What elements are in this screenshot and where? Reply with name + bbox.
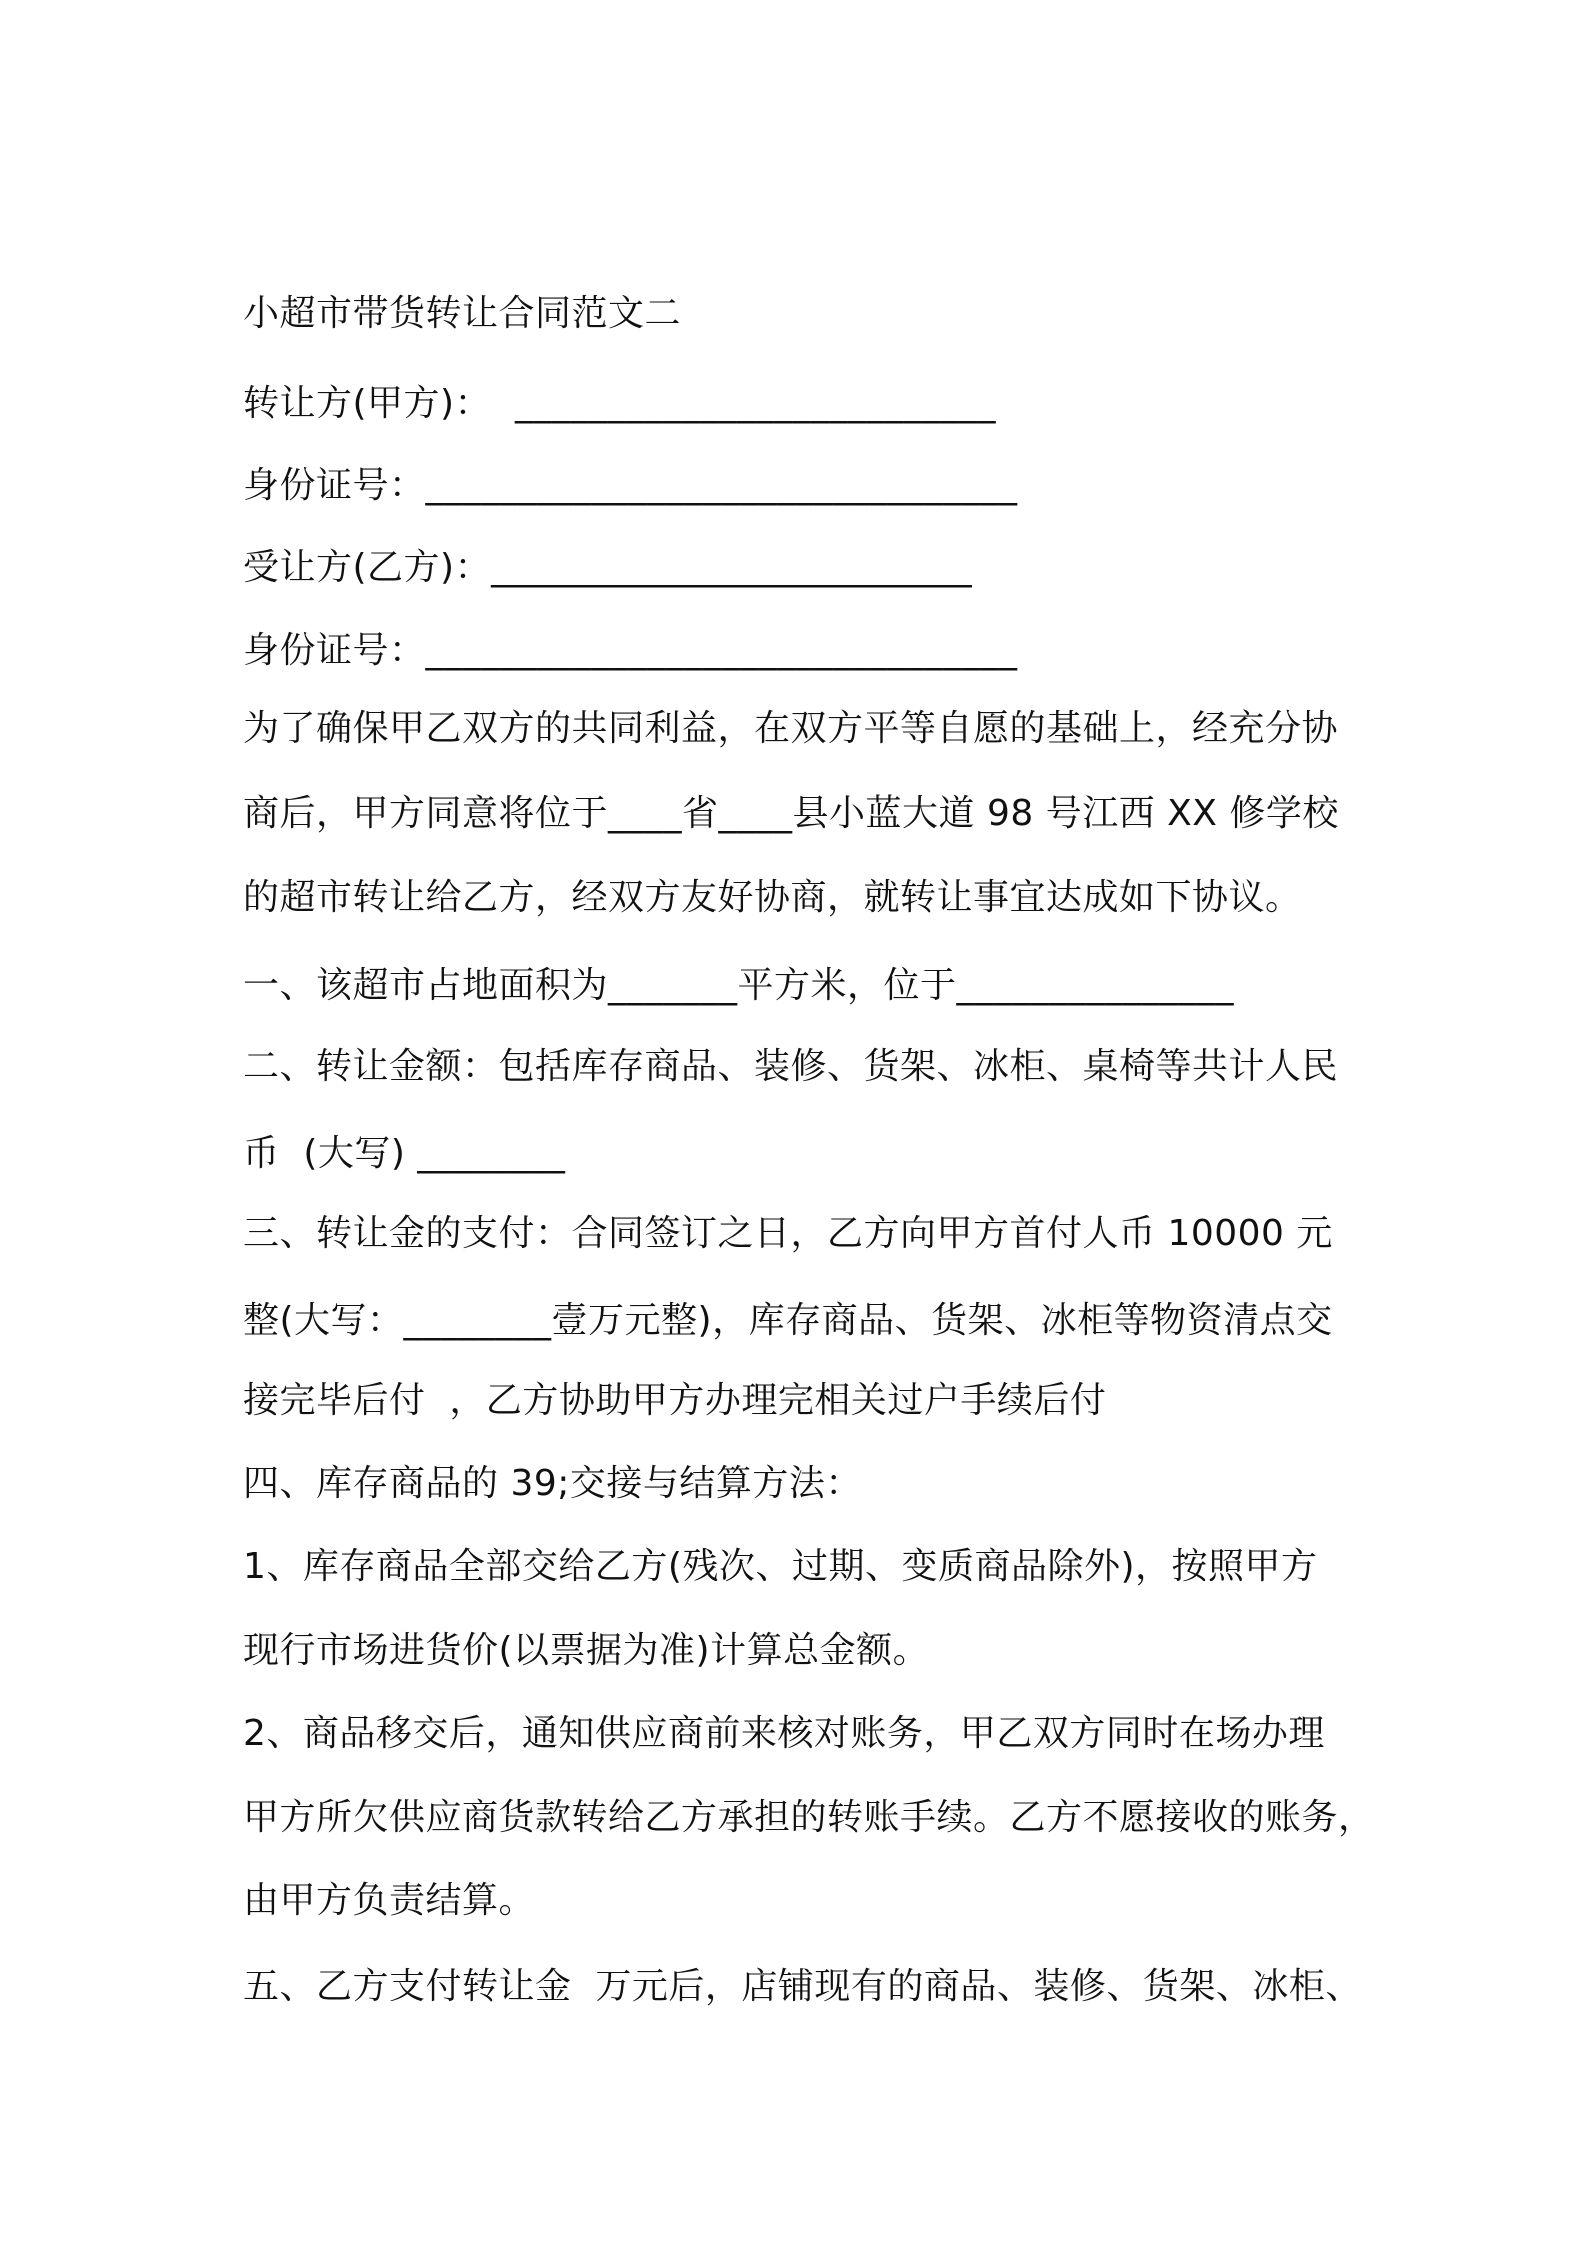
- item-two-line: 2、商品移交后，通知供应商前来核对账务，甲乙双方同时在场办理: [243, 1713, 1325, 1754]
- document-title: 小超市带货转让合同范文二: [243, 293, 682, 334]
- clause-four: 四、库存商品的 39;交接与结算方法：: [243, 1463, 862, 1504]
- clause-three-line: 整(大写：________壹万元整)，库存商品、货架、冰柜等物资清点交: [243, 1300, 1333, 1341]
- transferor-field: 转让方(甲方)： __________________________: [243, 383, 996, 424]
- clause-five: 五、乙方支付转让金 万元后，店铺现有的商品、装修、货架、冰柜、: [243, 1966, 1362, 2007]
- clause-two-line: 币 (大写) ________: [243, 1133, 566, 1174]
- transferor-id-field: 身份证号：________________________________: [243, 465, 1018, 506]
- clause-three-line: 接完毕后付 ，乙方协助甲方办理完相关过户手续后付: [243, 1380, 1107, 1421]
- transferee-id-field: 身份证号：________________________________: [243, 630, 1018, 671]
- intro-line: 为了确保甲乙双方的共同利益，在双方平等自愿的基础上，经充分协: [243, 708, 1339, 749]
- item-one-line: 现行市场进货价(以票据为准)计算总金额。: [243, 1630, 930, 1671]
- intro-line: 的超市转让给乙方，经双方友好协商，就转让事宜达成如下协议。: [243, 877, 1302, 918]
- clause-three-line: 三、转让金的支付：合同签订之日，乙方向甲方首付人币 10000 元: [243, 1213, 1333, 1254]
- clause-one: 一、该超市占地面积为_______平方米，位于_______________: [243, 965, 1235, 1006]
- clause-two-line: 二、转让金额：包括库存商品、装修、货架、冰柜、桌椅等共计人民: [243, 1046, 1339, 1087]
- item-two-line: 由甲方负责结算。: [243, 1880, 536, 1921]
- item-one-line: 1、库存商品全部交给乙方(残次、过期、变质商品除外)，按照甲方: [243, 1546, 1318, 1587]
- intro-line: 商后，甲方同意将位于____省____县小蓝大道 98 号江西 XX 修学校: [243, 793, 1339, 834]
- transferee-field: 受让方(乙方)：__________________________: [243, 547, 973, 588]
- item-two-line: 甲方所欠供应商货款转给乙方承担的转账手续。乙方不愿接收的账务，: [243, 1797, 1375, 1838]
